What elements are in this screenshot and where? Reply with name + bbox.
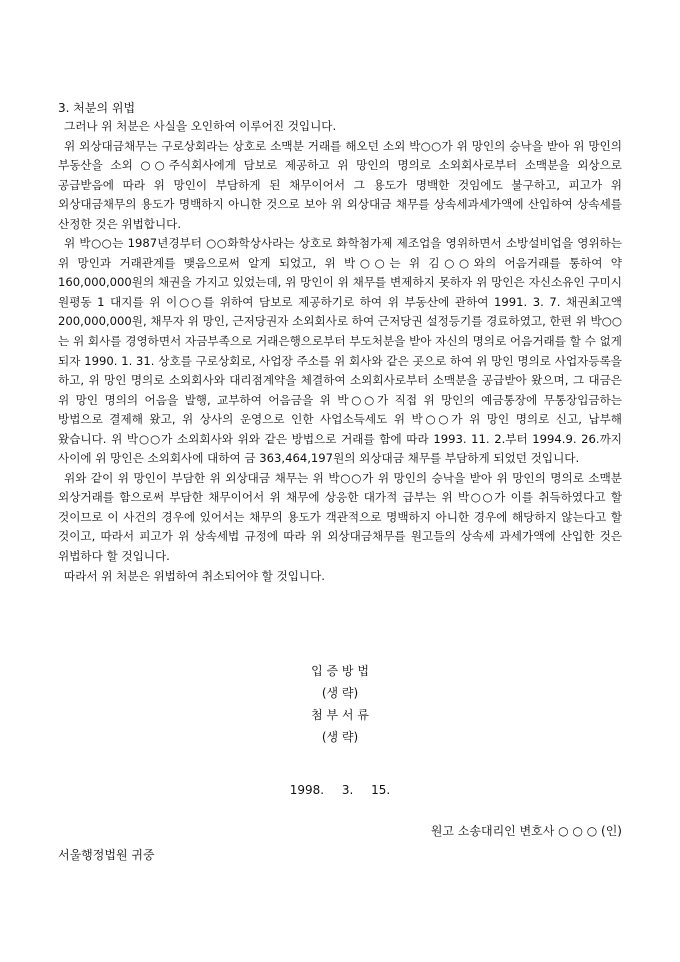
signer-line: 원고 소송대리인 변호사 ○ ○ ○ (인): [430, 824, 622, 838]
paragraph-debt-purpose: 위 외상대금채무는 구로상회라는 상호로 소맥분 거래를 해오던 소외 박○○가 위 망인의 승낙을 받아 위 망인의 부동산을 소외 ○○주식회사에게 담보로 제공하고 위 망인의 명의로 소외회사로부터 소맥분을 외상으로 공급받음에 따라 위 망인이 부담하게 된 채무이어서 그 용도가 명백한 것임에도 불구하고, 피고가 위 외상대금채무의 용도가 명백하지 아니한 것으로 보아 위 외상대금 채무를 상속세과세가액에 산입하여 상속세를 산정한 것은 위법합니다.: [58, 138, 622, 231]
filing-date: 1998. 3. 15.: [289, 783, 391, 797]
evidence-title: 입 증 방 법: [311, 664, 369, 678]
evidence-note: (생 략): [321, 686, 359, 700]
attachments-title: 첨 부 서 류: [311, 708, 369, 722]
paragraph-conclusion: 따라서 위 처분은 위법하여 취소되어야 할 것입니다.: [64, 568, 325, 583]
evidence-section: [0, 660, 680, 704]
body-text: [58, 117, 622, 586]
paragraph-legal-analysis: 위와 같이 위 망인이 부담한 위 외상대금 채무는 위 박○○가 위 망인의 승낙을 받아 위 망인의 명의로 소맥분 외상거래를 함으로써 부담한 채무이어서 위 채무에 상응한 대가적 급부는 위 박○○가 이를 취득하였다고 할 것이므로 이 사건의 경우에 있어서는 채무의 용도가 객관적으로 명백하지 아니한 경우에 해당하지 않는다고 할 것이고, 따라서 피고가 위 상속세법 규정에 따라 위 외상대금채무를 원고들의 상속세 과세가액에 산입한 것은 위법하다 할 것입니다.: [58, 470, 622, 564]
section-heading: 3. 처분의 위법: [58, 101, 136, 115]
paragraph-intro: 그러나 위 처분은 사실을 오인하여 이루어진 것입니다.: [64, 119, 337, 133]
attachments-note: (생 략): [321, 730, 359, 744]
paragraph-background-facts: 위 박○○는 1987년경부터 ○○화학상사라는 상호로 화학첨가제 제조업을 영위하면서 소방설비업을 영위하는 위 망인과 거래관계를 맺음으로써 알게 되었고, 위 박○○는 위 김○○와의 어음거래를 통하여 약 160,000,000원의 채권을 가지고 있었는데, 위 망인이 위 채무를 변제하지 못하자 위 망인은 자신소유인 구미시 원평동 1 대지를 위 이○○를 위하여 담보로 제공하기로 하여 위 부동산에 관하여 1991. 3. 7. 채권최고액 200,000,000원, 채무자 위 망인, 근저당권자 소외회사로 하여 근저당권 설정등기를 경료하였고, 한편 위 박○○는 위 회사를 경영하면서 자금부족으로 거래은행으로부터 부도처분을 받아 자신의 명의로 어음거래를 할 수 없게 되자 1990. 1. 31. 상호를 구로상회로, 사업장 주소를 위 회사와 같은 곳으로 하여 위 망인 명의로 사업자등록을 하고, 위 망인 명의로 소외회사와 대리점계약을 체결하여 소외회사로부터 소맥분을 공급받아 왔으며, 그 대금은 위 망인 명의의 어음을 발행, 교부하여 어음금을 위 박○○가 직접 위 망인의 예금통장에 무통장입금하는 방법으로 결제해 왔고, 위 상사의 운영으로 인한 사업소득세도 위 박○○가 위 망인 명의로 신고, 납부해 왔습니다. 위 박○○가 소외회사와 위와 같은 방법으로 거래를 함에 따라 1993. 11. 2.부터 1994.9. 26.까지 사이에 위 망인은 소외회사에 대하여 금 363,464,197원의 외상대금 채무를 부담하게 되었던 것입니다.: [58, 236, 622, 466]
court-addressee: 서울행정법원 귀중: [58, 848, 155, 862]
attachments-section: [0, 704, 680, 748]
